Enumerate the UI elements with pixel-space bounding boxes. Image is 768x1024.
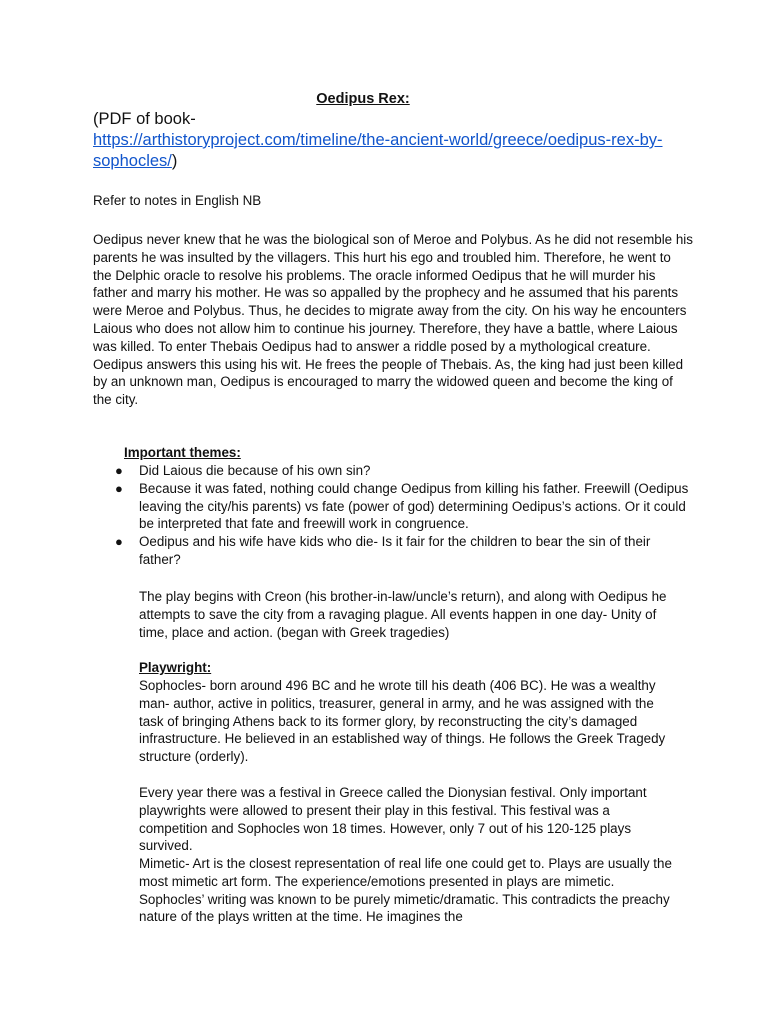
pdf-link[interactable]: https://arthistoryproject.com/timeline/the-ancient-world/greece/oedipus-rex-by-sophocles/ [93,131,663,170]
theme-text: Did Laious die because of his own sin? [139,463,371,478]
list-item [93,462,693,480]
bullet-icon: ● [115,463,123,478]
themes-list [93,462,693,569]
bullet-icon: ● [115,480,123,496]
bullet-icon: ● [115,534,123,550]
pdf-reference [93,109,693,172]
theme-text: Because it was fated, nothing could change Oedipus from killing his father. Freewill (Oedipus leaving the city/his parents) vs fate (power of god) determining Oedipus’s actions. Or it could be interpreted that fate and freewill work in congruence. [139,480,689,532]
festival-paragraph: Every year there was a festival in Greece called the Dionysian festival. Only important playwrights were allowed to present their play in this festival. This festival was a competition and Sophocles won 18 times. However, only 7 out of his 120-125 plays survived. [139,785,647,854]
refer-note: Refer to notes in English NB [93,193,262,208]
mimetic-paragraph: Mimetic- Art is the closest representation of real life one could get to. Plays are usually the most mimetic art form. The experience/emotions presented in plays are mimetic. Sophocles’ writing was known to be purely mimetic/dramatic. This contradicts the preachy nature of the plays written at the time. He imagines the [139,856,672,925]
list-item [93,533,693,569]
summary-paragraph: Oedipus never knew that he was the biological son of Meroe and Polybus. As he did not resemble his parents he was insulted by the villagers. This hurt his ego and troubled him. Therefore, he went to the Delphic oracle to resolve his problems. The oracle informed Oedipus that he will murder his father and marry his mother. He was so appalled by the prophecy and he assumed that his parents were Meroe and Polybus. Thus, he decides to migrate away from the city. On his way he encounters Laious who does not allow him to continue his journey. Therefore, they have a battle, where Laious was killed. To enter Thebais Oedipus had to answer a riddle posed by a mythological creature. Oedipus answers this using his wit. He frees the people of Thebais. As, the king had just been killed by an unknown man, Oedipus is encouraged to marry the widowed queen and become the king of the city. [93,232,693,408]
theme-text: Oedipus and his wife have kids who die- Is it fair for the children to bear the sin of their father? [139,534,651,567]
pdf-prefix: (PDF of book- [93,110,196,128]
play-begins-paragraph: The play begins with Creon (his brother-in-law/uncle’s return), and along with Oedipus he attempts to save the city from a ravaging plague. All events happen in one day- Unity of time, place and action. (began with Greek tragedies) [139,589,667,640]
document-title: Oedipus Rex: [316,91,410,107]
pdf-suffix: ) [171,152,178,170]
playwright-paragraph: Sophocles- born around 496 BC and he wrote till his death (406 BC). He was a wealthy man- author, active in politics, treasurer, general in army, and he was assigned with the task of bringing Athens back to its former glory, by reconstructing the city’s damaged infrastructure. He believed in an established way of things. He follows the Greek Tragedy structure (orderly). [139,678,666,765]
playwright-heading: Playwright: [139,660,212,675]
list-item [93,480,693,533]
themes-heading: Important themes: [124,445,241,460]
